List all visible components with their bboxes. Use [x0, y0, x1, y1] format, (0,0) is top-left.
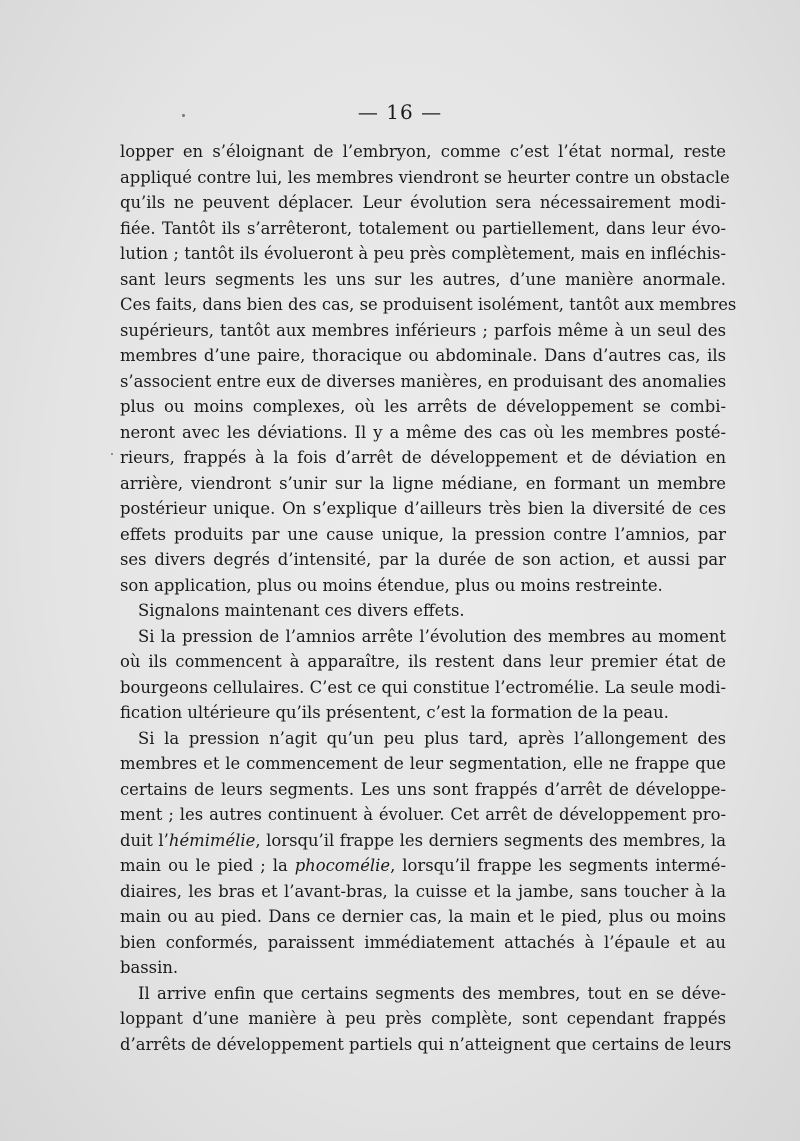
text-line: bourgeons cellulaires. C’est ce qui constitue l’ectromélie. La seule modi-	[120, 677, 726, 697]
text-line: supérieurs, tantôt aux membres inférieurs ; parfois même à un seul des	[120, 320, 726, 340]
text-line: bassin.	[120, 958, 179, 977]
text-line: ment ; les autres continuent à évoluer. Cet arrêt de développement pro-	[120, 805, 726, 824]
text-line: fiée. Tantôt ils s’arrêteront, totalement ou partiellement, dans leur évo-	[120, 218, 726, 238]
text-line	[120, 853, 726, 879]
text-line: effets produits par une cause unique, la pression contre l’amnios, par	[120, 524, 726, 544]
text-line: s’associent entre eux de diverses manières, en produisant des anomalies	[120, 371, 727, 391]
page-number: — 16 —	[357, 100, 443, 124]
text-line: ses divers degrés d’intensité, par la durée de son action, et aussi par	[120, 550, 726, 569]
text-line: neront avec les déviations. Il y a même des cas où les membres posté-	[120, 422, 726, 442]
text-line: son application, plus ou moins étendue, plus ou moins restreinte.	[120, 575, 663, 595]
text-line: Si la pression de l’amnios arrête l’évolution des membres au moment	[138, 626, 726, 646]
ink-speck	[111, 453, 113, 455]
text-line: d’arrêts de développement partiels qui n’atteignent que certains de leurs	[120, 1034, 732, 1054]
text-line: Si la pression n’agit qu’un peu plus tard, après l’allongement des	[138, 728, 726, 748]
text-fragment: main ou le pied ; la	[120, 856, 295, 875]
text-line: membres d’une paire, thoracique ou abdominale. Dans d’autres cas, ils	[120, 346, 726, 365]
italic-term-phocomelie: phocomélie	[294, 856, 391, 875]
text-line: lution ; tantôt ils évolueront à peu près complètement, mais en infléchis-	[120, 244, 726, 263]
text-fragment: , lorsqu’il frappe les derniers segments des membres, la	[255, 830, 726, 850]
text-line	[120, 828, 726, 854]
text-line: certains de leurs segments. Les uns sont frappés d’arrêt de développe-	[120, 779, 726, 799]
body-text	[120, 139, 737, 1057]
text-line: lopper en s’éloignant de l’embryon, comme c’est l’état normal, reste	[120, 142, 726, 161]
text-line: main ou au pied. Dans ce dernier cas, la main et le pied, plus ou moins	[120, 907, 726, 926]
text-line: Ces faits, dans bien des cas, se produisent isolément, tantôt aux membres	[120, 295, 737, 314]
italic-term-hemimelie: hémimélie	[168, 830, 256, 850]
text-line: appliqué contre lui, les membres viendront se heurter contre un obstacle	[120, 167, 730, 187]
text-line: loppant d’une manière à peu près complète, sont cependant frappés	[120, 1009, 726, 1028]
text-line: fication ultérieure qu’ils présentent, c’est la formation de la peau.	[120, 703, 669, 722]
text-line: plus ou moins complexes, où les arrêts de développement se combi-	[120, 397, 726, 416]
text-fragment: duit l’	[120, 830, 169, 850]
text-line: diaires, les bras et l’avant-bras, la cuisse et la jambe, sans toucher à la	[120, 881, 726, 901]
text-line: où ils commencent à apparaître, ils restent dans leur premier état de	[120, 652, 726, 671]
text-line: Signalons maintenant ces divers effets.	[138, 601, 465, 620]
text-line: bien conformés, paraissent immédiatement attachés à l’épaule et au	[120, 932, 726, 952]
text-line: membres et le commencement de leur segmentation, elle ne frappe que	[120, 754, 726, 773]
text-fragment: , lorsqu’il frappe les segments intermé-	[390, 856, 726, 875]
text-line: postérieur unique. On s’explique d’ailleurs très bien la diversité de ces	[120, 499, 726, 518]
text-line: arrière, viendront s’unir sur la ligne médiane, en formant un membre	[120, 473, 726, 493]
text-line: Il arrive enfin que certains segments des membres, tout en se déve-	[138, 983, 726, 1003]
text-line: qu’ils ne peuvent déplacer. Leur évolution sera nécessairement modi-	[120, 193, 726, 212]
text-line: sant leurs segments les uns sur les autres, d’une manière anormale.	[120, 269, 726, 289]
text-line: rieurs, frappés à la fois d’arrêt de développement et de déviation en	[120, 448, 726, 467]
